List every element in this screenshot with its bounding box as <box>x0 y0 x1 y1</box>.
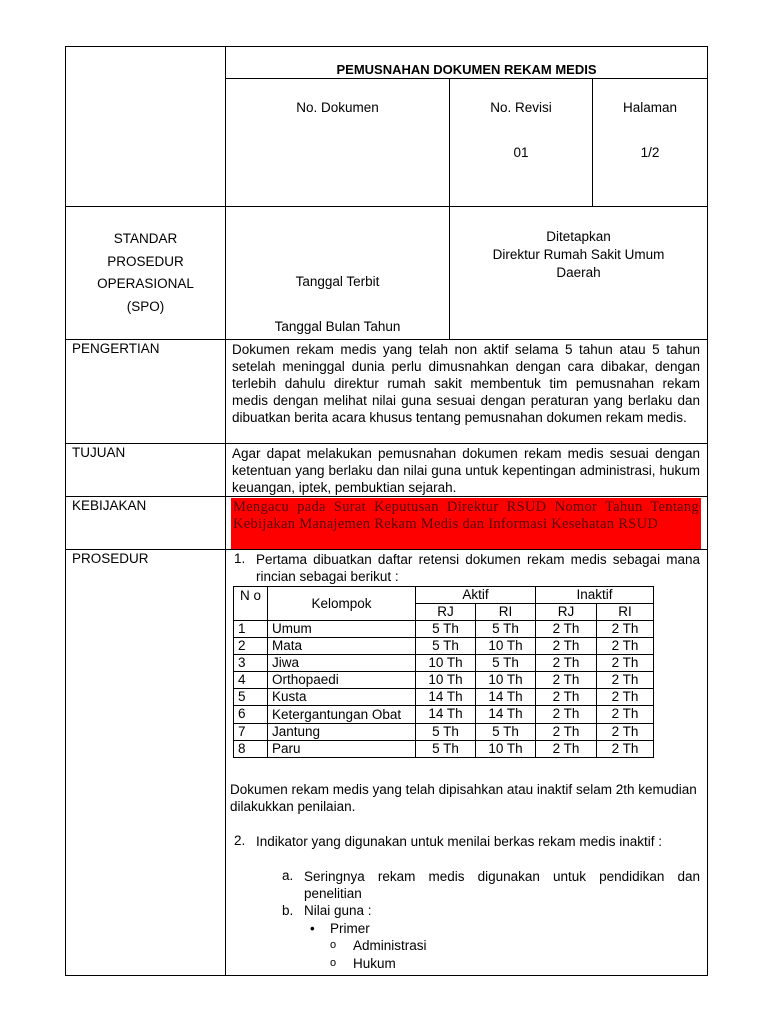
frame-top <box>65 46 708 47</box>
row-aktif-ri: 5 Th <box>476 724 536 741</box>
step2b-letter: b. <box>282 903 294 918</box>
no-revisi-value: 01 <box>513 145 529 160</box>
retensi-note: Dokumen rekam medis yang telah dipisahkan atau inaktif selam 2th kemudian dilakukkan penilaian. <box>230 782 697 814</box>
bullet-icon: • <box>310 921 315 936</box>
frame-right <box>707 46 708 976</box>
tujuan-text: Agar dapat melakukan pemusnahan dokumen rekam medis sesuai dengan ketentuan yang berlaku dan nilai guna untuk kepentingan administrasi, hukum keuangan, iptek, pembuktian sejarah. <box>232 446 700 495</box>
ditetapkan-label: Ditetapkan <box>546 229 611 244</box>
row-inaktif-ri: 2 Th <box>597 689 654 706</box>
label-column-divider <box>225 46 226 976</box>
row-aktif-ri: 14 Th <box>476 706 536 724</box>
header-inaktif: Inaktif <box>536 587 654 604</box>
table-row <box>234 689 654 706</box>
step2a-text: Seringnya rekam medis digunakan untuk pendidikan dan penelitian <box>304 869 700 901</box>
row-aktif-rj: 10 Th <box>416 672 476 689</box>
header-bottom-line <box>65 206 708 207</box>
spo-bottom-line <box>65 339 708 340</box>
kebijakan-bottom-line <box>65 549 708 550</box>
row-no: 5 <box>234 689 268 706</box>
sub-administrasi: Administrasi <box>353 938 427 953</box>
row-inaktif-ri: 2 Th <box>597 638 654 655</box>
frame-bottom <box>65 975 708 976</box>
prosedur-label: PROSEDUR <box>72 551 149 566</box>
row-kelompok: Jantung <box>268 724 416 741</box>
row-aktif-ri: 10 Th <box>476 672 536 689</box>
pengertian-bottom-line <box>65 443 708 444</box>
tujuan-label: TUJUAN <box>72 445 126 460</box>
header-kelompok: Kelompok <box>268 587 416 621</box>
header-inaktif-rj: RJ <box>536 604 597 621</box>
row-aktif-ri: 10 Th <box>476 741 536 758</box>
header-aktif-rj: RJ <box>416 604 476 621</box>
row-aktif-rj: 5 Th <box>416 638 476 655</box>
spo-line-1: STANDAR <box>113 231 178 246</box>
table-row <box>234 741 654 758</box>
step2b-text: Nilai guna : <box>304 903 372 918</box>
row-kelompok: Mata <box>268 638 416 655</box>
row-no: 3 <box>234 655 268 672</box>
tanggal-terbit-label: Tanggal Terbit <box>295 274 380 289</box>
row-no: 2 <box>234 638 268 655</box>
tujuan-bottom-line <box>65 496 708 497</box>
spo-title <box>66 228 225 318</box>
row-aktif-rj: 5 Th <box>416 621 476 638</box>
row-inaktif-rj: 2 Th <box>536 706 597 724</box>
row-inaktif-rj: 2 Th <box>536 655 597 672</box>
row-kelompok: Ketergantungan Obat <box>268 706 416 724</box>
row-aktif-rj: 5 Th <box>416 741 476 758</box>
pengertian-text: Dokumen rekam medis yang telah non aktif selama 5 tahun atau 5 tahun setelah meninggal dunia perlu dimusnahkan dengan cara dibakar, dengan terlebih dahulu direktur rumah sakit membentuk tim pemusnahan rekam medis dengan melihat nilai guna sesuai dengan peraturan yang berlaku dan dibuatkan berita acara khusus tentang pemusnahan dokumen rekam medis. <box>232 342 700 425</box>
bullet-primer: Primer <box>330 921 370 936</box>
spo-line-2: PROSEDUR <box>107 253 184 269</box>
row-inaktif-ri: 2 Th <box>597 706 654 724</box>
revisi-divider-left <box>449 78 450 207</box>
header-no: N o <box>234 587 268 621</box>
direktur-line-2: Daerah <box>556 265 601 280</box>
title-divider <box>225 78 708 79</box>
halaman-value: 1/2 <box>640 145 660 160</box>
revisi-divider-right <box>592 78 593 207</box>
halaman-label: Halaman <box>622 100 678 115</box>
pengertian-label: PENGERTIAN <box>72 341 160 356</box>
row-no: 4 <box>234 672 268 689</box>
row-inaktif-ri: 2 Th <box>597 621 654 638</box>
row-inaktif-ri: 2 Th <box>597 655 654 672</box>
row-kelompok: Paru <box>268 741 416 758</box>
row-inaktif-rj: 2 Th <box>536 672 597 689</box>
row-inaktif-rj: 2 Th <box>536 638 597 655</box>
circle-bullet-icon: o <box>330 939 337 951</box>
row-aktif-rj: 10 Th <box>416 655 476 672</box>
kebijakan-text: Mengacu pada Surat Keputusan Direktur RSUD Nomor Tahun Tentang Kebijakan Manajemen Rekam Medis dan Informasi Kesehatan RSUD <box>233 499 699 532</box>
row-no: 6 <box>234 706 268 724</box>
step2-text: Indikator yang digunakan untuk menilai berkas rekam medis inaktif : <box>256 834 662 849</box>
spo-line-4: (SPO) <box>126 298 165 314</box>
row-aktif-rj: 14 Th <box>416 689 476 706</box>
frame-left <box>65 46 66 976</box>
row-inaktif-ri: 2 Th <box>597 741 654 758</box>
row-aktif-ri: 10 Th <box>476 638 536 655</box>
row-no: 7 <box>234 724 268 741</box>
table-row <box>234 672 654 689</box>
row-inaktif-rj: 2 Th <box>536 724 597 741</box>
row-kelompok: Orthopaedi <box>268 672 416 689</box>
row-no: 8 <box>234 741 268 758</box>
kebijakan-label: KEBIJAKAN <box>72 498 147 513</box>
step2-number: 2. <box>234 833 246 848</box>
row-aktif-ri: 14 Th <box>476 689 536 706</box>
circle-bullet-icon: o <box>330 957 337 969</box>
tanggal-terbit-value: Tanggal Bulan Tahun <box>274 319 401 334</box>
no-revisi-label: No. Revisi <box>490 100 552 115</box>
row-aktif-ri: 5 Th <box>476 655 536 672</box>
table-row <box>234 724 654 741</box>
table-row <box>234 621 654 638</box>
row-inaktif-ri: 2 Th <box>597 672 654 689</box>
row-inaktif-ri: 2 Th <box>597 724 654 741</box>
table-row <box>234 706 654 724</box>
no-dokumen-label: No. Dokumen <box>296 100 379 115</box>
header-aktif: Aktif <box>416 587 536 604</box>
direktur-line-1: Direktur Rumah Sakit Umum <box>492 247 665 262</box>
row-inaktif-rj: 2 Th <box>536 621 597 638</box>
retensi-table <box>233 586 654 758</box>
sub-hukum: Hukum <box>353 956 396 971</box>
spo-line-3: OPERASIONAL <box>97 276 194 291</box>
header-inaktif-ri: RI <box>597 604 654 621</box>
row-no: 1 <box>234 621 268 638</box>
table-row <box>234 638 654 655</box>
row-inaktif-rj: 2 Th <box>536 689 597 706</box>
row-kelompok: Umum <box>268 621 416 638</box>
row-aktif-ri: 5 Th <box>476 621 536 638</box>
table-row <box>234 655 654 672</box>
row-kelompok: Jiwa <box>268 655 416 672</box>
row-aktif-rj: 5 Th <box>416 724 476 741</box>
row-aktif-rj: 14 Th <box>416 706 476 724</box>
step1-text: Pertama dibuatkan daftar retensi dokumen rekam medis sebagai mana rincian sebagai berikut : <box>256 552 700 584</box>
header-aktif-ri: RI <box>476 604 536 621</box>
row-inaktif-rj: 2 Th <box>536 741 597 758</box>
document-title: PEMUSNAHAN DOKUMEN REKAM MEDIS <box>336 62 597 77</box>
ditetapkan-block <box>450 228 707 282</box>
step2a-letter: a. <box>282 868 294 883</box>
row-kelompok: Kusta <box>268 689 416 706</box>
step1-number: 1. <box>234 551 246 566</box>
